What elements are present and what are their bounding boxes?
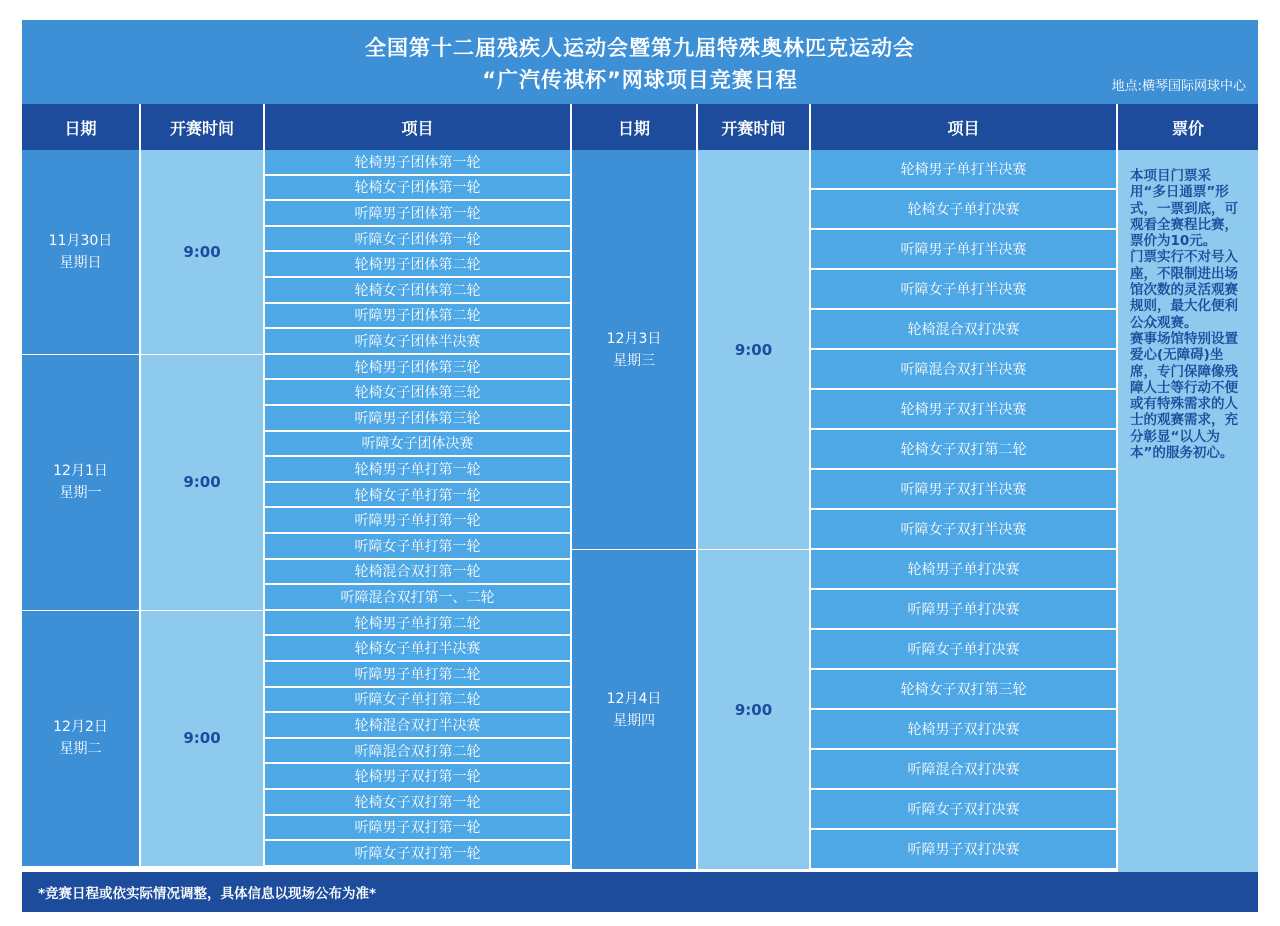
event-cell: 听障男子单打第二轮 bbox=[265, 662, 570, 686]
weekday-label: 星期日 bbox=[59, 254, 102, 271]
event-cell: 听障男子团体第三轮 bbox=[265, 406, 570, 430]
event-cell: 听障女子单打第二轮 bbox=[265, 688, 570, 712]
date-label: 11月30日 bbox=[48, 232, 113, 249]
event-cell: 轮椅混合双打决赛 bbox=[811, 310, 1116, 348]
event-cell: 轮椅男子双打第一轮 bbox=[265, 764, 570, 788]
event-cell: 听障混合双打决赛 bbox=[811, 750, 1116, 788]
weekday-label: 星期一 bbox=[59, 485, 102, 502]
right-date-cell bbox=[572, 150, 696, 549]
event-cell: 轮椅女子团体第二轮 bbox=[265, 278, 570, 302]
ticket-info-para-2: 门票实行不对号入座，不限制进出场馆次数的灵活观赛规则，最大化便利公众观赛。 bbox=[1130, 249, 1238, 331]
event-cell: 轮椅混合双打第一轮 bbox=[265, 560, 570, 584]
event-cell: 听障女子团体第一轮 bbox=[265, 227, 570, 251]
header-event-right: 项目 bbox=[811, 104, 1116, 150]
event-cell: 听障男子双打半决赛 bbox=[811, 470, 1116, 508]
right-time-cell: 9:00 bbox=[698, 550, 809, 869]
ticket-info-para-1: 本项目门票采用“多日通票”形式，一票到底，可观看全赛程比赛，票价为10元。 bbox=[1130, 168, 1238, 250]
ticket-info bbox=[1118, 150, 1258, 872]
event-cell: 轮椅女子团体第一轮 bbox=[265, 176, 570, 200]
event-cell: 轮椅男子团体第三轮 bbox=[265, 355, 570, 379]
event-cell: 听障男子双打决赛 bbox=[811, 830, 1116, 868]
event-cell: 听障女子单打决赛 bbox=[811, 630, 1116, 668]
event-cell: 轮椅女子团体第三轮 bbox=[265, 380, 570, 404]
header-time-left: 开赛时间 bbox=[141, 104, 263, 150]
event-cell: 听障女子单打半决赛 bbox=[811, 270, 1116, 308]
event-cell: 轮椅女子单打决赛 bbox=[811, 190, 1116, 228]
event-cell: 听障男子单打第一轮 bbox=[265, 508, 570, 532]
weekday-label: 星期二 bbox=[59, 741, 102, 758]
event-cell: 轮椅女子单打第一轮 bbox=[265, 483, 570, 507]
event-cell: 听障男子团体第二轮 bbox=[265, 304, 570, 328]
event-cell: 听障女子单打第一轮 bbox=[265, 534, 570, 558]
schedule-poster bbox=[22, 20, 1258, 912]
title-banner bbox=[22, 20, 1258, 104]
event-cell: 轮椅男子双打半决赛 bbox=[811, 390, 1116, 428]
event-cell: 听障女子双打第一轮 bbox=[265, 841, 570, 865]
event-cell: 听障女子团体半决赛 bbox=[265, 329, 570, 353]
event-cell: 轮椅男子团体第一轮 bbox=[265, 150, 570, 174]
left-date-cell bbox=[22, 355, 139, 610]
date-label: 12月4日 bbox=[606, 690, 662, 707]
event-cell: 轮椅男子团体第二轮 bbox=[265, 252, 570, 276]
ticket-info-para-3: 赛事场馆特别设置爱心(无障碍)坐席，专门保障像残障人士等行动不便或有特殊需求的人士的观赛需求，充分彰显“以人为本”的服务初心。 bbox=[1130, 330, 1238, 462]
event-cell: 听障混合双打第二轮 bbox=[265, 739, 570, 763]
right-time-cell: 9:00 bbox=[698, 150, 809, 549]
left-time-cell: 9:00 bbox=[141, 150, 263, 354]
header-event-left: 项目 bbox=[265, 104, 570, 150]
event-cell: 轮椅男子单打决赛 bbox=[811, 550, 1116, 588]
right-date-cell bbox=[572, 550, 696, 869]
weekday-label: 星期四 bbox=[613, 712, 655, 729]
event-cell: 听障混合双打半决赛 bbox=[811, 350, 1116, 388]
table-header bbox=[22, 104, 1258, 150]
event-cell: 听障男子单打半决赛 bbox=[811, 230, 1116, 268]
left-time-cell: 9:00 bbox=[141, 611, 263, 866]
header-time-right: 开赛时间 bbox=[698, 104, 809, 150]
main-title: 全国第十二届残疾人运动会暨第九届特殊奥林匹克运动会 bbox=[365, 36, 915, 60]
event-cell: 轮椅女子双打第一轮 bbox=[265, 790, 570, 814]
weekday-label: 星期三 bbox=[613, 352, 655, 369]
event-cell: 听障男子单打决赛 bbox=[811, 590, 1116, 628]
left-time-cell: 9:00 bbox=[141, 355, 263, 610]
event-cell: 听障男子双打第一轮 bbox=[265, 816, 570, 840]
event-cell: 轮椅女子单打半决赛 bbox=[265, 636, 570, 660]
sub-title: “广汽传祺杯”网球项目竞赛日程 bbox=[482, 68, 798, 92]
footer-note: *竞赛日程或依实际情况调整，具体信息以现场公布为准* bbox=[22, 872, 1258, 912]
date-label: 12月3日 bbox=[606, 330, 662, 347]
event-cell: 听障女子双打半决赛 bbox=[811, 510, 1116, 548]
date-label: 12月2日 bbox=[53, 719, 108, 736]
header-price: 票价 bbox=[1118, 104, 1258, 150]
event-cell: 轮椅女子双打第三轮 bbox=[811, 670, 1116, 708]
event-cell: 轮椅男子双打决赛 bbox=[811, 710, 1116, 748]
event-cell: 轮椅男子单打第一轮 bbox=[265, 457, 570, 481]
event-cell: 轮椅女子双打第二轮 bbox=[811, 430, 1116, 468]
event-cell: 听障女子双打决赛 bbox=[811, 790, 1116, 828]
header-date-right: 日期 bbox=[572, 104, 696, 150]
venue-label: 地点:横琴国际网球中心 bbox=[1111, 79, 1246, 94]
left-date-cell bbox=[22, 611, 139, 866]
date-label: 12月1日 bbox=[53, 463, 108, 480]
header-date-left: 日期 bbox=[22, 104, 139, 150]
event-cell: 听障女子团体决赛 bbox=[265, 432, 570, 456]
event-cell: 轮椅男子单打第二轮 bbox=[265, 611, 570, 635]
event-cell: 听障男子团体第一轮 bbox=[265, 201, 570, 225]
event-cell: 听障混合双打第一、二轮 bbox=[265, 585, 570, 609]
event-cell: 轮椅混合双打半决赛 bbox=[265, 713, 570, 737]
left-date-cell bbox=[22, 150, 139, 354]
event-cell: 轮椅男子单打半决赛 bbox=[811, 150, 1116, 188]
